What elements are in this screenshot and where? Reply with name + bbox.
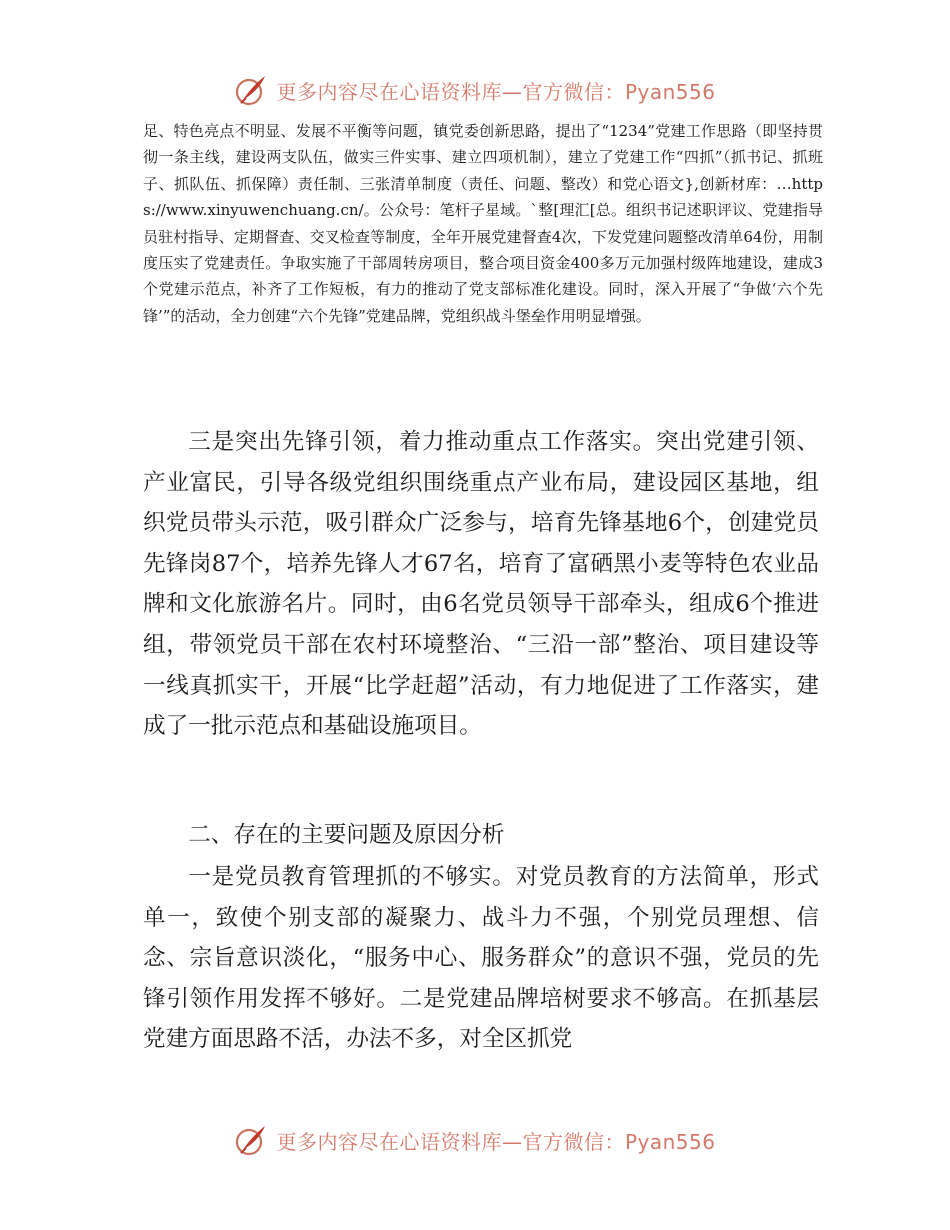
paragraph-4: 一是党员教育管理抓的不够实。对党员教育的方法简单，形式单一，致使个别支部的凝聚力、战斗力不强，个别党员理想、信念、宗旨意识淡化，“服务中心、服务群众”的意识不强，党员的先锋引领作用发挥不够好。二是党建品牌培树要求不够高。在抓基层党建方面思路不活，办法不多，对全区抓党 xyxy=(143,864,819,1053)
paragraph-3: 三是突出先锋引领，着力推动重点工作落实。突出党建引领、产业富民，引导各级党组织围绕重点产业布局，建设园区基地，组织党员带头示范，吸引群众广泛参与，培育先锋基地6个，创建党员先锋岗87个，培养先锋人才67名，培育了富硒黑小麦等特色农业品牌和文化旅游名片。同时，由6名党员领导干部牵头，组成6个推进组，带领党员干部在农村环境整治、“三沿一部”整治、项目建设等一线真抓实干，开展“比学赶超”活动，有力地促进了工作落实，建成了一批示范点和基础设施项目。 xyxy=(143,429,819,740)
watermark-header xyxy=(0,70,950,110)
section-heading: 二、存在的主要问题及原因分析 xyxy=(188,822,505,848)
continued-paragraph: 足、特色亮点不明显、发展不平衡等问题，镇党委创新思路，提出了“1234”党建工作思路（即坚持贯彻一条主线，建设两支队伍，做实三件实事、建立四项机制），建立了党建工作“四抓”（抓书记、抓班子、抓队伍、抓保障）责任制、三张清单制度（责任、问题、整改）和党心语文},创新材库：…https://www.xinyuwenchuang.cn/。公众号：笔杆子星域。`整[理汇[总。组织书记述职评议、党建指导员驻村指导、定期督查、交叉检查等制度，全年开展党建督查4次，下发党建问题整改清单64份，用制度压实了党建责任。争取实施了干部周转房项目，整合项目资金400多万元加强村级阵地建设，建成3个党建示范点，补齐了工作短板，有力的推动了党支部标准化建设。同时，深入开展了“争做‘六个先锋’”的活动，全力创建“六个先锋”党建品牌，党组织战斗堡垒作用明显增强。 xyxy=(143,122,823,325)
quill-pen-logo-icon xyxy=(234,1123,268,1157)
watermark-text: 更多内容尽在心语资料库—官方微信：Pyan556 xyxy=(276,1129,716,1154)
quill-pen-logo-icon xyxy=(234,73,268,107)
watermark-text: 更多内容尽在心语资料库—官方微信：Pyan556 xyxy=(276,79,716,104)
watermark-footer xyxy=(0,1120,950,1160)
